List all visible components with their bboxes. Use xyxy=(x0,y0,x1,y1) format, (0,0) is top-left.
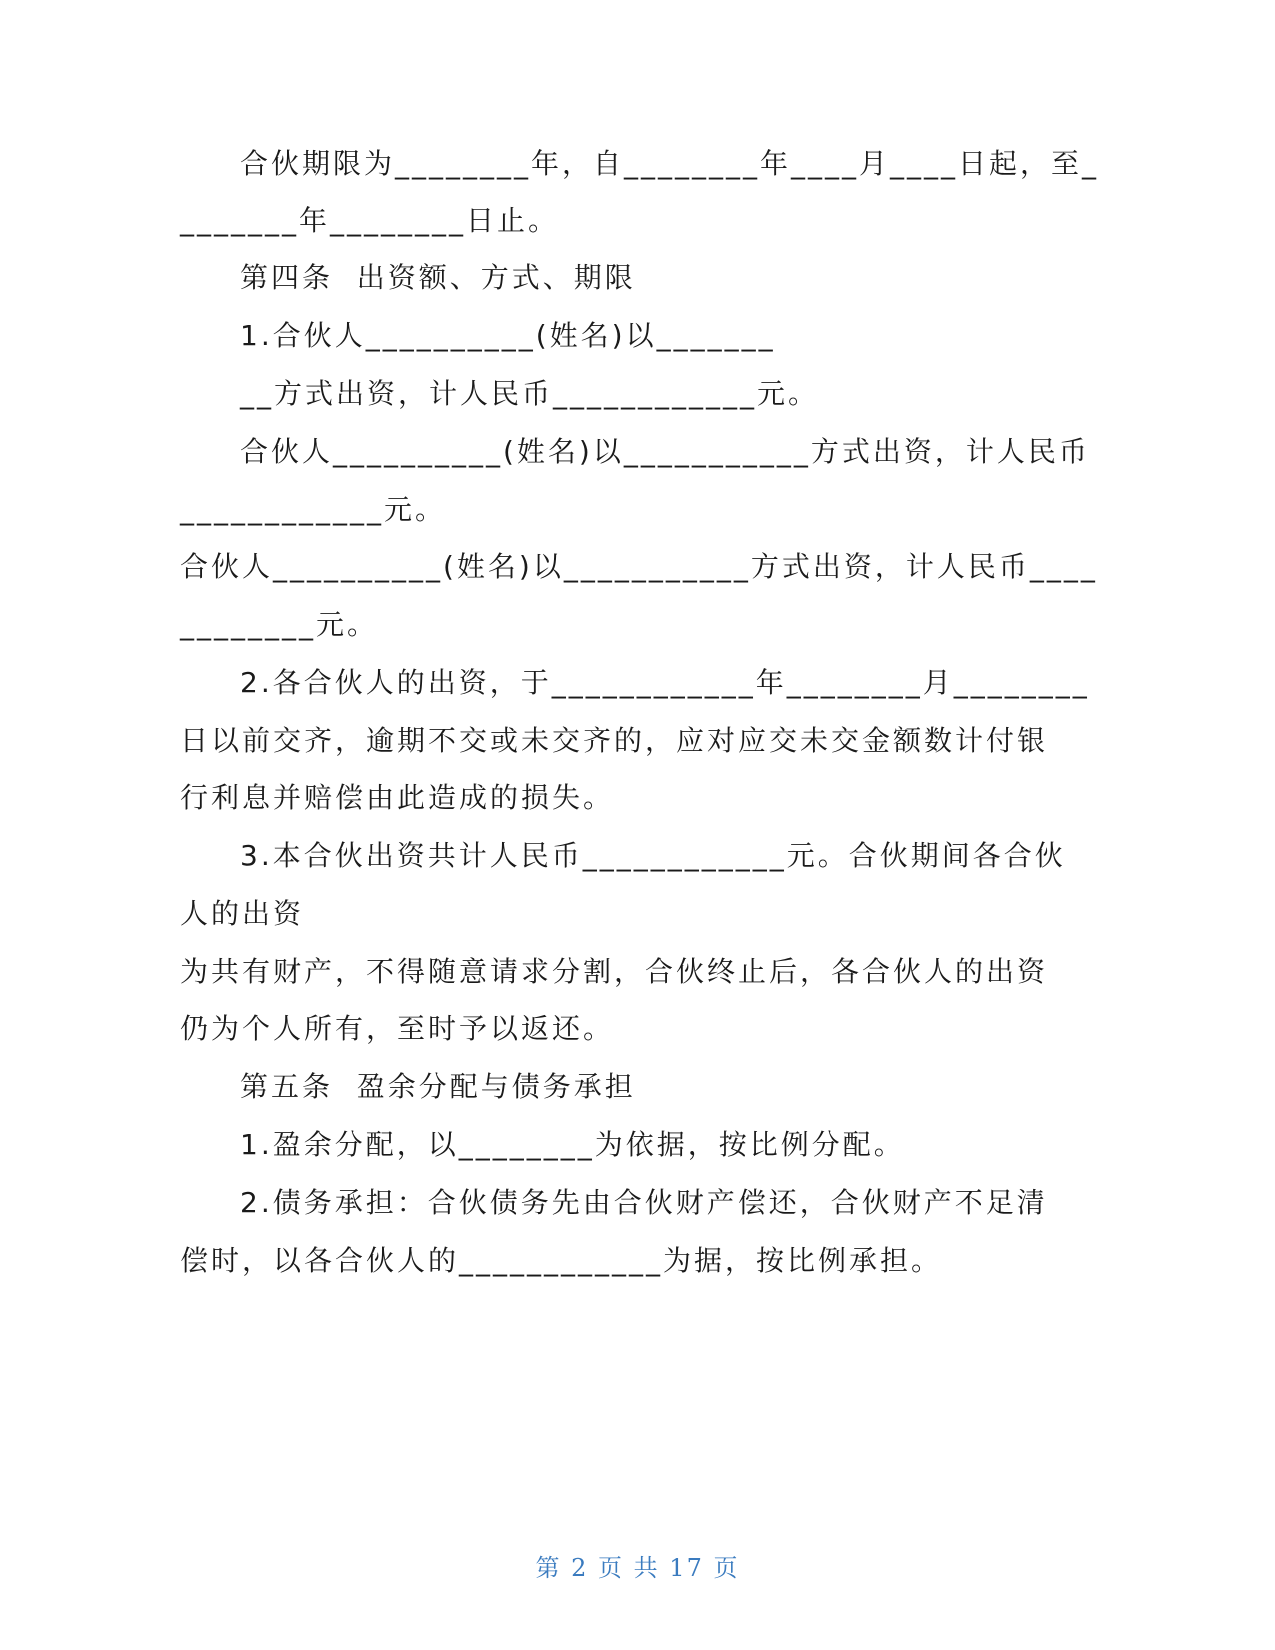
text-line: ____________元。 xyxy=(180,493,447,526)
text-line: ________元。 xyxy=(180,608,379,641)
text-line: 合伙人__________(姓名)以___________方式出资，计人民币 xyxy=(240,435,1090,468)
text-line: 1.盈余分配，以________为依据，按比例分配。 xyxy=(240,1128,905,1161)
text-line: 1.合伙人__________(姓名)以_______ xyxy=(240,319,776,352)
text-line: 2.各合伙人的出资，于____________年________月________ xyxy=(240,666,1090,699)
text-line: 为共有财产，不得随意请求分割，合伙终止后，各合伙人的出资 xyxy=(180,955,1049,988)
section-heading: 第四条 出资额、方式、期限 xyxy=(240,261,636,294)
section-heading: 第五条 盈余分配与债务承担 xyxy=(240,1070,636,1103)
text-line: 合伙期限为________年，自________年____月____日起，至_ xyxy=(240,147,1100,180)
text-line: 人的出资 xyxy=(180,897,305,930)
text-line: __方式出资，计人民币____________元。 xyxy=(240,377,820,410)
text-line: 合伙人__________(姓名)以___________方式出资，计人民币____ xyxy=(180,550,1098,583)
text-line: 3.本合伙出资共计人民币____________元。合伙期间各合伙 xyxy=(240,839,1066,872)
text-line: _______年________日止。 xyxy=(180,204,560,237)
page-number-footer: 第 2 页 共 17 页 xyxy=(535,1554,740,1582)
text-line: 行利息并赔偿由此造成的损失。 xyxy=(180,781,615,814)
text-line: 偿时，以各合伙人的____________为据，按比例承担。 xyxy=(180,1244,943,1277)
text-line: 仍为个人所有，至时予以返还。 xyxy=(180,1012,615,1045)
text-line: 日以前交齐，逾期不交或未交齐的，应对应交未交金额数计付银 xyxy=(180,724,1049,757)
text-line: 2.债务承担：合伙债务先由合伙财产偿还，合伙财产不足清 xyxy=(240,1186,1048,1219)
